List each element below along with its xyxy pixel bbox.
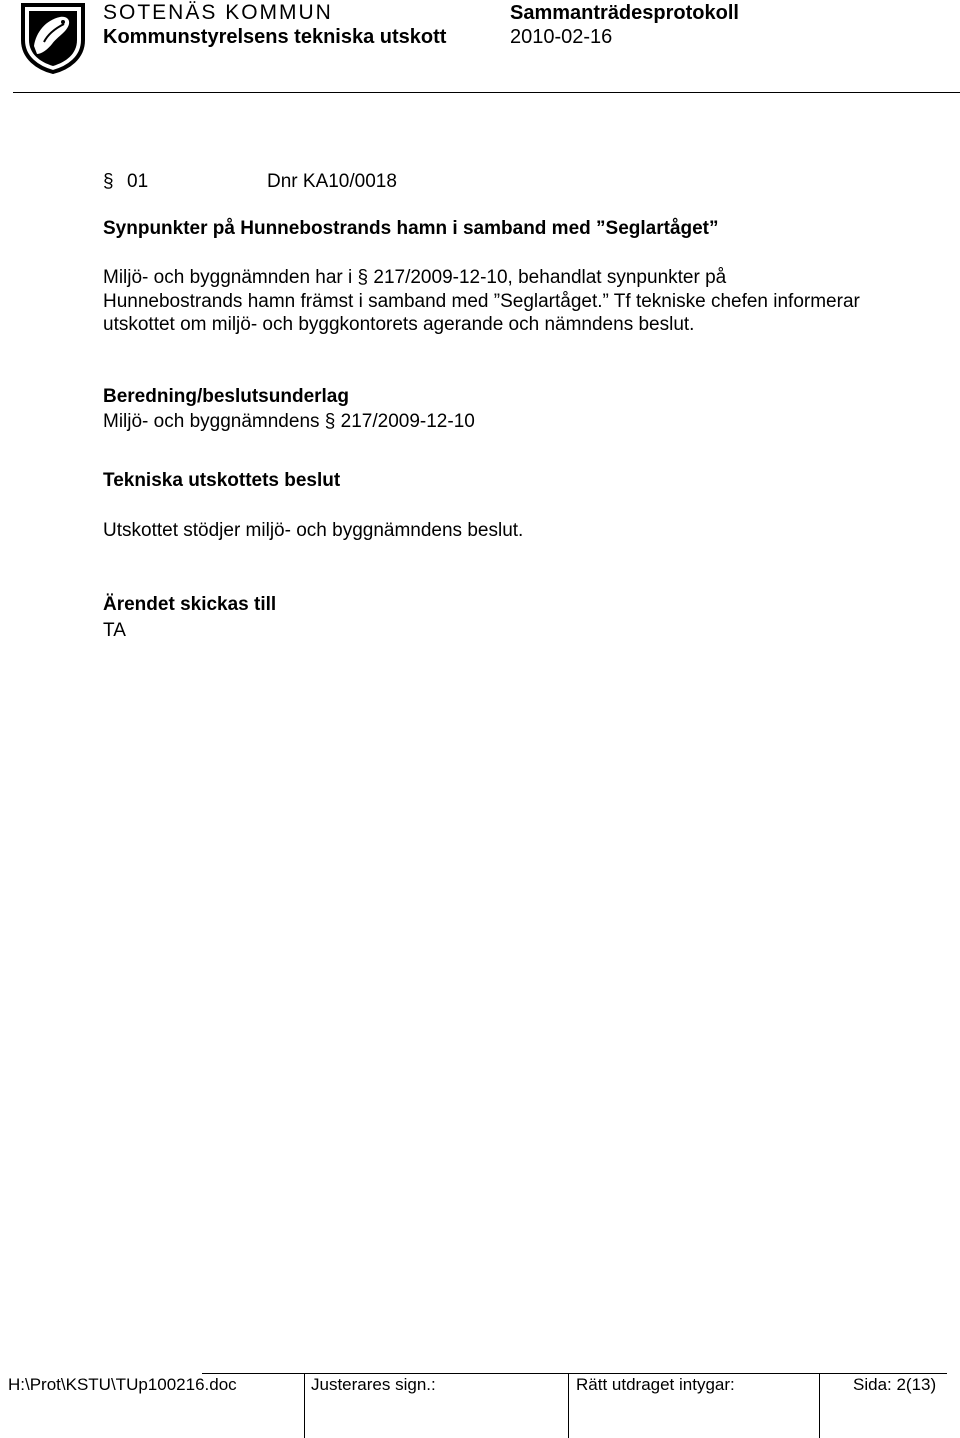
skickas-heading: Ärendet skickas till — [103, 594, 277, 615]
footer-page-number: Sida: 2(13) — [853, 1375, 937, 1394]
beredning-heading: Beredning/beslutsunderlag — [103, 386, 349, 407]
footer-column-divider — [304, 1373, 305, 1438]
item-title: Synpunkter på Hunnebostrands hamn i samband med ”Seglartåget” — [103, 218, 719, 239]
protocol-title: Sammanträdesprotokoll — [510, 2, 739, 24]
footer-column-divider — [568, 1373, 569, 1438]
beslut-heading: Tekniska utskottets beslut — [103, 470, 341, 491]
beredning-section-sign: § — [324, 411, 336, 432]
beslut-text: Utskottet stödjer miljö- och byggnämndens beslut. — [103, 520, 524, 541]
skickas-recipient: TA — [103, 620, 126, 641]
paragraph-text-part2: 217/2009-12-10, behandlat synpunkter på Hunnebostrands hamn främst i samband med ”Seglartåget.” Tf tekniske chefen informerar utskottet om miljö- och byggkontorets agerande och nämndens beslut. — [103, 267, 860, 335]
diary-number: Dnr KA10/0018 — [267, 171, 397, 192]
beredning-text-part1: Miljö- och byggnämndens — [103, 411, 325, 432]
beredning-text — [103, 411, 475, 433]
protocol-date: 2010-02-16 — [510, 26, 613, 48]
section-sign: § — [103, 171, 114, 192]
committee-name: Kommunstyrelsens tekniska utskott — [103, 26, 447, 48]
footer-ratt-utdraget: Rätt utdraget intygar: — [576, 1375, 735, 1394]
footer-justeras: Justerares sign.: — [311, 1375, 436, 1394]
footer-file-path: H:\Prot\KSTU\TUp100216.doc — [8, 1375, 237, 1394]
municipality-logo-icon — [20, 2, 86, 74]
item-paragraph — [103, 266, 863, 337]
footer-column-divider — [819, 1373, 820, 1438]
paragraph-text-part1: Miljö- och byggnämnden har i — [103, 267, 358, 288]
municipality-name: SOTENÄS KOMMUN — [103, 1, 333, 24]
paragraph-section-sign: § — [357, 267, 369, 288]
item-number: 01 — [127, 171, 149, 192]
footer-divider — [202, 1373, 947, 1374]
header-divider — [13, 92, 960, 93]
beredning-text-part2: 217/2009-12-10 — [335, 411, 475, 432]
